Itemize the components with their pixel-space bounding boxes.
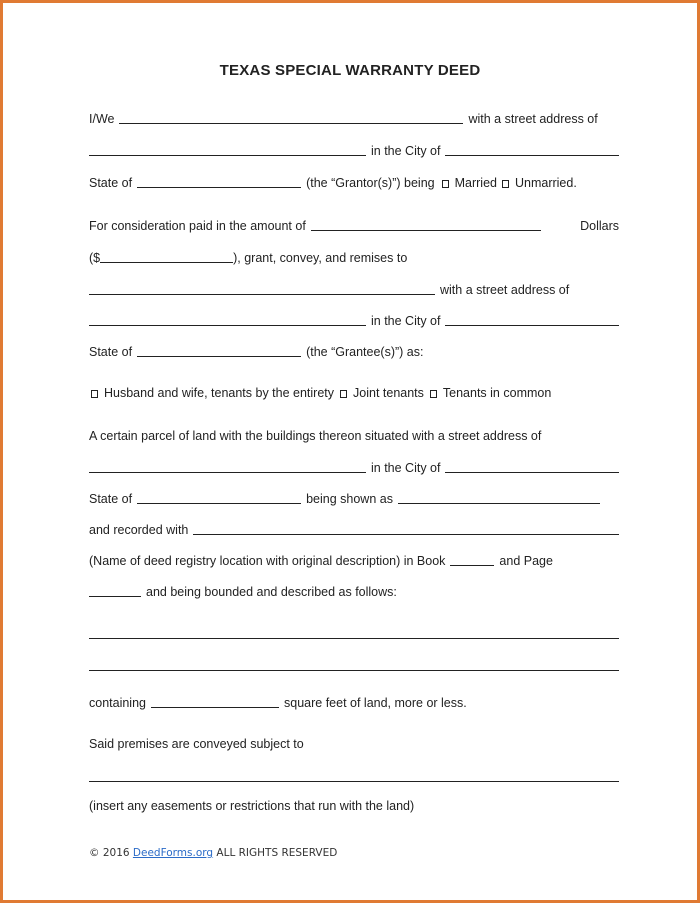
row-parcel-address — [89, 458, 619, 476]
footer — [89, 847, 337, 859]
label-city: in the City of — [371, 461, 441, 475]
label-square-feet: square feet of land, more or less. — [284, 696, 467, 710]
row-grantee-address — [89, 311, 619, 329]
field-grantee-state[interactable] — [137, 344, 301, 357]
row-grantor-state — [89, 173, 619, 191]
field-grantee-street[interactable] — [89, 313, 366, 326]
label-easements: (insert any easements or restrictions that run with the land) — [89, 799, 415, 813]
field-parcel-state[interactable] — [137, 491, 301, 504]
row-parcel-state — [89, 489, 619, 507]
row-grantee-state — [89, 342, 619, 360]
field-grantee-name[interactable] — [89, 282, 435, 295]
checkbox-unmarried[interactable] — [502, 180, 509, 188]
row-easements-note — [89, 796, 619, 814]
row-recorded-with — [89, 520, 619, 538]
label-and-page: and Page — [499, 554, 553, 568]
row-consideration — [89, 216, 619, 234]
row-tenancy — [89, 383, 619, 401]
checkbox-husband-wife[interactable] — [91, 390, 98, 398]
field-description-1[interactable] — [89, 626, 619, 639]
field-grantee-city[interactable] — [445, 313, 619, 326]
label-joint-tenants: Joint tenants — [353, 386, 424, 400]
label-city: in the City of — [371, 314, 441, 328]
row-conveyed-subject — [89, 734, 619, 752]
field-grantor-name[interactable] — [119, 111, 463, 124]
row-grantor-name — [89, 109, 619, 127]
label-state: State of — [89, 345, 133, 359]
label-state: State of — [89, 492, 133, 506]
footer-copyright: © 2016 — [89, 847, 130, 859]
label-iwe: I/We — [89, 112, 115, 126]
label-state: State of — [89, 176, 133, 190]
label-husband-wife: Husband and wife, tenants by the entirety — [104, 386, 335, 400]
label-city: in the City of — [371, 144, 441, 158]
field-square-feet[interactable] — [151, 695, 279, 708]
row-registry — [89, 551, 619, 569]
label-married: Married — [454, 176, 497, 190]
checkbox-married[interactable] — [442, 180, 449, 188]
row-containing — [89, 693, 619, 711]
checkbox-joint-tenants[interactable] — [340, 390, 347, 398]
field-easements[interactable] — [89, 769, 619, 782]
row-grantor-address — [89, 141, 619, 159]
field-page[interactable] — [89, 584, 141, 597]
field-parcel-street[interactable] — [89, 460, 366, 473]
row-description-1 — [89, 624, 619, 642]
label-dollar-open: ($ — [89, 251, 101, 265]
footer-link[interactable]: DeedForms.org — [132, 847, 214, 859]
field-grantor-city[interactable] — [445, 143, 619, 156]
label-parcel: A certain parcel of land with the buildings thereon situated with a street address of — [89, 429, 542, 443]
label-conveyed-subject: Said premises are conveyed subject to — [89, 737, 304, 751]
label-street-address: with a street address of — [468, 112, 598, 126]
label-containing: containing — [89, 696, 146, 710]
deed-page — [3, 3, 697, 900]
field-description-2[interactable] — [89, 658, 619, 671]
row-parcel — [89, 426, 619, 444]
field-recorded-with[interactable] — [193, 522, 619, 535]
label-recorded-with: and recorded with — [89, 523, 189, 537]
document-title: TEXAS SPECIAL WARRANTY DEED — [219, 62, 481, 79]
field-grantor-state[interactable] — [137, 175, 301, 188]
checkbox-tenants-common[interactable] — [430, 390, 437, 398]
label-consideration: For consideration paid in the amount of — [89, 219, 306, 233]
label-unmarried: Unmarried. — [514, 176, 577, 190]
field-amount-words[interactable] — [311, 218, 541, 231]
label-grantors: (the “Grantor(s)”) being — [306, 176, 435, 190]
row-bounded — [89, 582, 619, 600]
field-amount-numeric[interactable] — [100, 250, 233, 263]
label-grant-convey: ), grant, convey, and remises to — [233, 251, 408, 265]
label-being-shown: being shown as — [306, 492, 393, 506]
label-street-address: with a street address of — [440, 283, 570, 297]
field-book[interactable] — [450, 553, 494, 566]
label-registry: (Name of deed registry location with original description) in Book — [89, 554, 446, 568]
row-description-2 — [89, 656, 619, 674]
field-parcel-city[interactable] — [445, 460, 619, 473]
row-amount-numeric — [89, 248, 619, 266]
label-bounded: and being bounded and described as follows: — [146, 585, 397, 599]
label-grantees: (the “Grantee(s)”) as: — [306, 345, 424, 359]
label-tenants-common: Tenants in common — [442, 386, 552, 400]
row-grantee-name — [89, 280, 619, 298]
footer-rights: ALL RIGHTS RESERVED — [216, 847, 338, 859]
label-dollars: Dollars — [580, 219, 619, 233]
field-shown-as[interactable] — [398, 491, 600, 504]
field-grantor-street[interactable] — [89, 143, 366, 156]
row-easements-line — [89, 767, 619, 785]
